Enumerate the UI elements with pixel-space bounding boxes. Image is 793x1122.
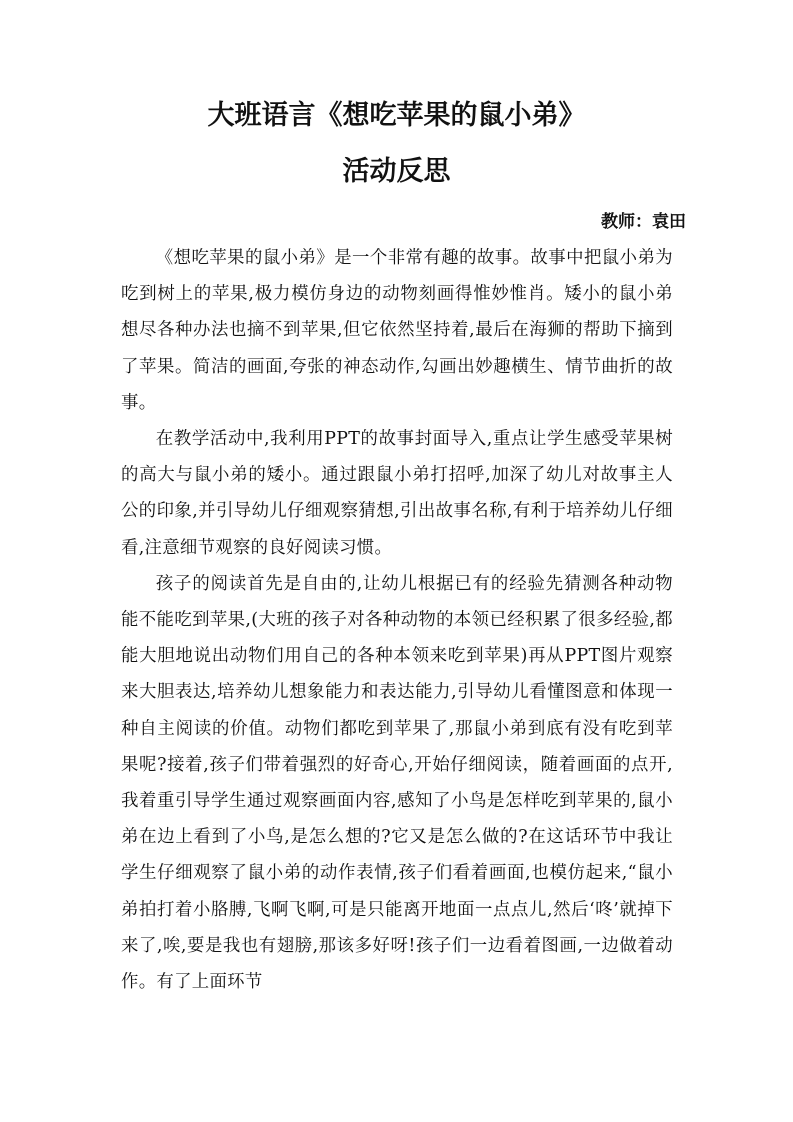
paragraph-1: 《想吃苹果的鼠小弟》是一个非常有趣的故事。故事中把鼠小弟为吃到树上的苹果,极力模仿身边的动物刻画得惟妙惟肖。矮小的鼠小弟想尽各种办法也摘不到苹果,但它依然坚持着,最后在海狮的帮助下摘到了苹果。简洁的画面,夸张的神态动作,勾画出妙趣横生、情节曲折的故事。: [121, 248, 673, 413]
body-text: [121, 240, 673, 1000]
paragraph-3: 孩子的阅读首先是自由的,让幼儿根据已有的经验先猜测各种动物能不能吃到苹果,(大班的孩子对各种动物的本领已经积累了很多经验,都能大胆地说出动物们用自己的各种本领来吃到苹果)再从PPT图片观察来大胆表达,培养幼儿想象能力和表达能力,引导幼儿看懂图意和体现一种自主阅读的价值。动物们都吃到苹果了,那鼠小弟到底有没有吃到苹果呢?接着,孩子们带着强烈的好奇心,开始仔细阅读，随着画面的点开,我着重引导学生通过观察画面内容,感知了小鸟是怎样吃到苹果的,鼠小弟在边上看到了小鸟,是怎么想的?它又是怎么做的?在这话环节中我让学生仔细观察了鼠小弟的动作表情,孩子们看着画面,也模仿起来,“鼠小弟拍打着小胳膊,飞啊飞啊,可是只能离开地面一点点儿,然后‘咚’就掉下来了,唉,要是我也有翅膀,那该多好呀!孩子们一边看着图画,一边做着动作。有了上面环节: [121, 573, 673, 993]
document-title: 大班语言《想吃苹果的鼠小弟》: [207, 100, 586, 131]
paragraph-2: 在教学活动中,我利用PPT的故事封面导入,重点让学生感受苹果树的高大与鼠小弟的矮小。通过跟鼠小弟打招呼,加深了幼儿对故事主人公的印象,并引导幼儿仔细观察猜想,引出故事名称,有利于培养幼儿仔细看,注意细节观察的良好阅读习惯。: [121, 429, 673, 558]
document-subtitle: 活动反思: [342, 156, 451, 187]
author-line: 教师：袁田: [601, 212, 686, 232]
